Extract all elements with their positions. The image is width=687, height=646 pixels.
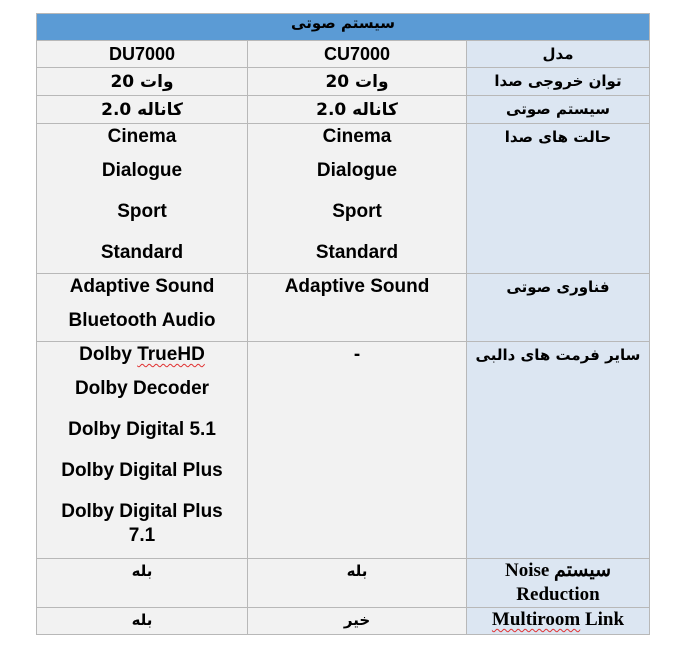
list-item: [37, 342, 247, 368]
audio-spec-table: [36, 13, 650, 635]
du7000-audio-technology: [37, 274, 248, 342]
table-row-audio-system: [37, 96, 650, 124]
du7000-noise-reduction: بله: [37, 559, 248, 608]
table-row-noise-reduction: [37, 559, 650, 608]
label-output-power: توان خروجی صدا: [467, 68, 650, 96]
du7000-output-power-text: 20 وات: [110, 72, 174, 92]
list-item: Cinema: [322, 126, 392, 147]
table-row-multiroom-link: [37, 608, 650, 635]
table-title: سیستم صوتی: [37, 14, 650, 41]
label-model: مدل: [467, 41, 650, 68]
table-title-row: [37, 14, 650, 41]
spellcheck-underline: TrueHD: [137, 344, 205, 365]
list-item: Dolby Digital Plus: [61, 460, 223, 481]
label-noise-reduction-line1: Noise سیستم: [504, 560, 612, 581]
label-sound-modes: حالت های صدا: [467, 124, 650, 274]
list-item: Sport: [332, 201, 382, 222]
list-item: Standard: [315, 242, 399, 263]
list-item: Dolby Digital Plus 7.1: [61, 501, 223, 546]
list-item: Bluetooth Audio: [68, 310, 216, 331]
du7000-multiroom-link: بله: [37, 608, 248, 635]
cu7000-noise-reduction: بله: [248, 559, 467, 608]
cu7000-audio-system: [248, 96, 467, 124]
dolby-truehd-text: Dolby TrueHD: [79, 344, 205, 365]
spellcheck-underline: Multiroom: [491, 609, 581, 630]
label-dolby-formats: سایر فرمت های دالبی: [467, 342, 650, 559]
list-item: Sport: [117, 201, 167, 222]
table-row-audio-technology: [37, 274, 650, 342]
label-audio-system: سیستم صوتی: [467, 96, 650, 124]
cu7000-dolby-formats: -: [248, 342, 467, 559]
du7000-dolby-formats: [37, 342, 248, 559]
table-row-output-power: [37, 68, 650, 96]
label-audio-technology: فناوری صوتی: [467, 274, 650, 342]
cu7000-model: CU7000: [248, 41, 467, 68]
list-item: Dialogue: [316, 160, 398, 181]
list-item: Adaptive Sound: [69, 276, 215, 297]
label-noise-reduction-line2: Reduction: [516, 584, 600, 605]
list-item: Standard: [100, 242, 184, 263]
label-multiroom-link: Multiroom Link: [467, 608, 650, 635]
du7000-audio-system-text: 2.0 کاناله: [101, 100, 183, 120]
cu7000-output-power: [248, 68, 467, 96]
du7000-sound-modes: [37, 124, 248, 274]
list-item: Cinema: [107, 126, 177, 147]
cu7000-multiroom-link: خیر: [248, 608, 467, 635]
du7000-output-power: [37, 68, 248, 96]
cu7000-audio-system-text: 2.0 کاناله: [316, 100, 398, 120]
table-row-model: [37, 41, 650, 68]
cu7000-sound-modes: [248, 124, 467, 274]
table-row-dolby-formats: [37, 342, 650, 559]
cu7000-audio-technology: [248, 274, 467, 342]
list-item: Dolby Digital 5.1: [68, 419, 216, 440]
list-item: Dialogue: [101, 160, 183, 181]
label-noise-reduction: [467, 559, 650, 608]
cu7000-output-power-text: 20 وات: [325, 72, 389, 92]
list-item: Dolby Decoder: [74, 378, 210, 399]
du7000-audio-system: [37, 96, 248, 124]
list-item: Adaptive Sound: [284, 276, 430, 297]
du7000-model: DU7000: [37, 41, 248, 68]
table-row-sound-modes: [37, 124, 650, 274]
